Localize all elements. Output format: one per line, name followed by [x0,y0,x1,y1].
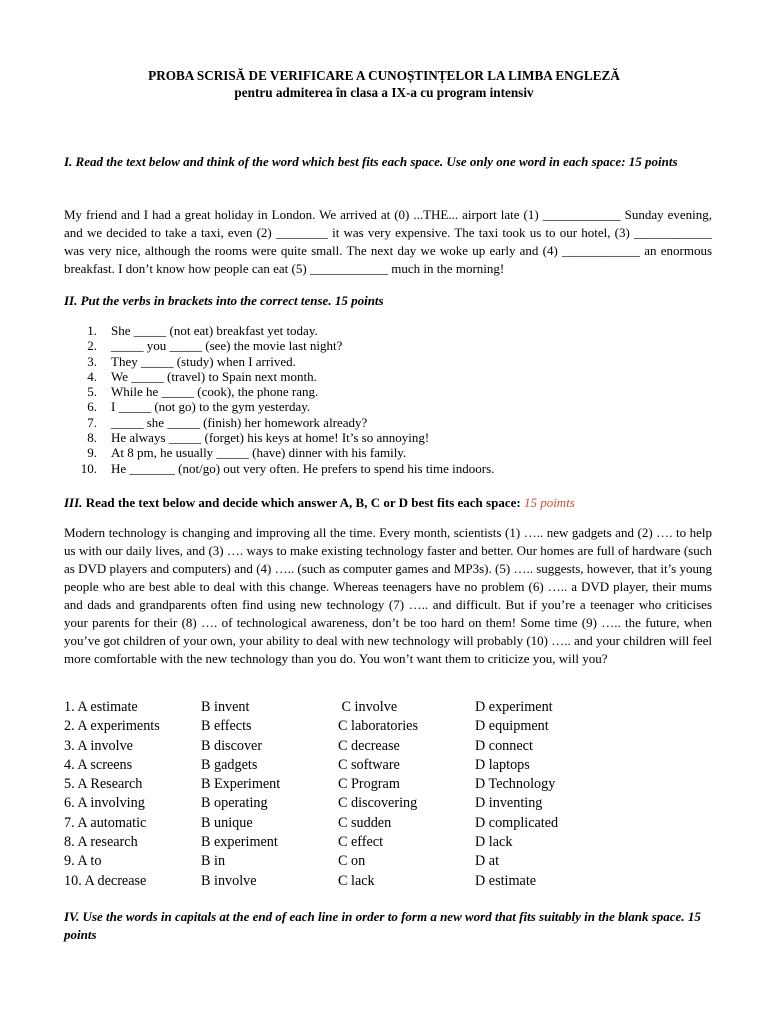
options-row [64,833,558,852]
option-c: C lack [338,872,375,889]
section-1-heading: I. Read the text below and think of the word which best fits each space. Use only one word in each space: 15 points [64,154,678,169]
option-c: C effect [338,834,384,851]
option-a: 2. A experiments [64,718,160,735]
section-3-text [64,524,712,668]
option-a: 6. A involving [64,795,145,812]
item-number: 6. [87,399,97,415]
verb-exercise-item [64,354,664,369]
options-row [64,756,558,775]
options-row [64,775,558,794]
option-a: 7. A automatic [64,814,147,831]
option-d: D inventing [475,795,543,812]
item-number: 4. [87,368,97,384]
item-number: 7. [87,414,97,430]
option-d: D Technology [475,776,556,793]
option-b: B gadgets [201,756,258,773]
verb-exercise-item [64,430,664,445]
options-row [64,737,558,756]
section-3-points: 15 poimts [523,495,575,510]
item-number: 10. [80,460,97,476]
options-row [64,717,558,736]
verb-exercise-item [64,369,664,384]
options-row [64,872,558,891]
item-text: At 8 pm, he usually _____ (have) dinner with his family. [111,445,407,461]
option-b: B involve [201,872,257,889]
option-d: D estimate [475,872,537,889]
item-number: 2. [87,338,97,354]
document-title: PROBA SCRISĂ DE VERIFICARE A CUNOȘTINȚELOR LA LIMBA ENGLEZĂ [148,68,620,83]
multiple-choice-table [64,698,558,891]
option-d: D laptops [475,756,530,773]
option-b: B invent [201,699,250,715]
option-a: 8. A research [64,834,138,851]
section-3-heading [64,494,714,512]
option-b: B discover [201,737,263,754]
options-row [64,814,558,833]
option-b: B Experiment [201,776,281,793]
option-b: B experiment [201,834,278,851]
verb-exercise-item [64,461,664,476]
verb-exercise-item [64,445,664,460]
options-row [64,852,558,871]
option-d: D equipment [475,718,549,735]
verb-exercise-list [64,323,664,476]
option-d: D at [475,853,500,870]
item-number: 3. [87,353,97,369]
section-3-instruction: Read the text below and decide which answer A, B, C or D best fits each space: [85,495,521,510]
verb-exercise-item [64,323,664,338]
option-a: 1. A estimate [64,699,138,715]
section-1-text [64,206,712,278]
option-c: C laboratories [338,718,418,735]
option-c: C involve [338,699,398,715]
option-d: D connect [475,737,533,754]
item-text: _____ she _____ (finish) her homework already? [111,414,368,430]
option-a: 5. A Research [64,776,143,793]
item-text: We _____ (travel) to Spain next month. [111,368,317,384]
verb-exercise-item [64,399,664,414]
option-a: 10. A decrease [64,872,147,889]
item-number: 8. [87,430,97,446]
option-d: D experiment [475,699,553,715]
section-2-heading: II. Put the verbs in brackets into the correct tense. 15 points [64,293,384,308]
option-c: C discovering [338,795,418,812]
item-text: She _____ (not eat) breakfast yet today. [111,323,318,338]
verb-exercise-item [64,338,664,353]
item-text: While he _____ (cook), the phone rang. [111,384,319,400]
option-c: C sudden [338,814,392,831]
option-b: B operating [201,795,268,812]
option-a: 4. A screens [64,756,133,773]
section-3-paragraph: Modern technology is changing and improving all the time. Every month, scientists (1) ….. new gadgets and (2) …. to help us with our daily lives, and (3) …. ways to make existing technology faster and better. Our homes are full of hardware (such as DVD players and computers) and (4) ….. (such as computer games and MP3s). (5) ….. suggests, however, that it’s young people who are best able to deal with this change. Whereas teenagers have no problem (6) ….. a DVD player, their mums and dads and grandparents often find using new technology (7) ….. and difficult. But if you’re a teenager who criticises your parents for their (8) …. of technological awareness, don’t be too hard on them! Some time (9) ….. the future, when you’ve got children of your own, your ability to deal with new technology will probably (10) ….. and your children will feel more comfortable with the new technology than you do. You won’t want them to criticize you, will you? [64,525,712,666]
section-4-heading: IV. Use the words in capitals at the end of each line in order to form a new word that fits suitably in the blank space. 15 points [64,909,701,942]
option-a: 3. A involve [64,737,133,754]
item-number: 9. [87,445,97,461]
item-text: I _____ (not go) to the gym yesterday. [111,399,311,415]
option-d: D lack [475,834,513,851]
verb-exercise-item [64,415,664,430]
options-row [64,698,558,717]
option-a: 9. A to [64,853,102,870]
option-c: C software [338,756,400,773]
item-number: 5. [87,384,97,400]
option-c: C Program [338,776,400,793]
item-text: He _______ (not/go) out very often. He prefers to spend his time indoors. [111,460,495,476]
verb-exercise-item [64,384,664,399]
option-b: B effects [201,718,252,735]
option-d: D complicated [475,814,559,831]
document-subtitle: pentru admiterea în clasa a IX-a cu program intensiv [234,85,534,100]
option-c: C decrease [338,737,400,754]
section-1-paragraph: My friend and I had a great holiday in London. We arrived at (0) ...THE... airport late (1) ____________ Sunday evening, and we decided to take a taxi, even (2) ________ it was very expensive. The taxi took us to our hotel, (3) ____________ was very nice, although the rooms were quite small. The next day we woke up early and (4) ____________ an enormous breakfast. I don’t know how people can eat (5) ____________ much in the morning! [64,207,712,276]
options-row [64,794,558,813]
item-text: They _____ (study) when I arrived. [111,353,296,369]
option-b: B in [201,853,226,870]
item-text: He always _____ (forget) his keys at home! It’s so annoying! [111,430,430,446]
section-3-number: III. [64,495,83,510]
item-text: _____ you _____ (see) the movie last night? [111,338,343,354]
document-header [0,67,768,101]
option-c: C on [338,853,366,870]
option-b: B unique [201,814,253,831]
item-number: 1. [87,323,97,338]
